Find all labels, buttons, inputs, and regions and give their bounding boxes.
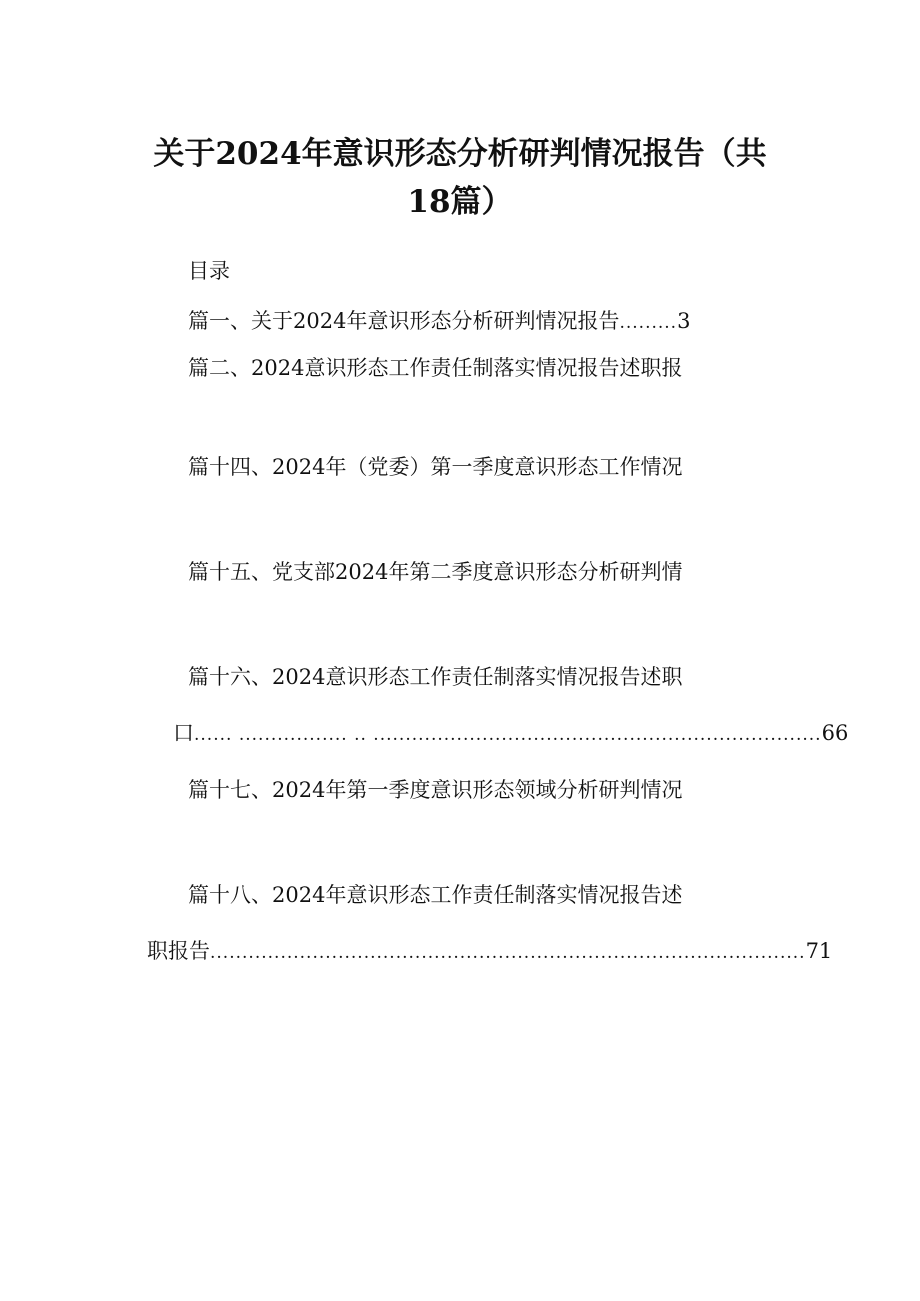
toc-heading: 目录 [188,259,230,283]
toc-entry[interactable]: 篇十四、2024年（党委）第一季度意识形态工作情况 [188,455,683,479]
toc-leader-dots: ............................................................................................. [210,943,806,963]
toc-entry[interactable]: 篇十八、2024年意识形态工作责任制落实情况报告述 [188,883,683,907]
document-title-line-1: 关于2024年意识形态分析研判情况报告（共 [153,136,767,172]
toc-entry[interactable]: 篇十五、党支部2024年第二季度意识形态分析研判情 [188,560,683,584]
toc-entry[interactable]: 篇十六、2024意识形态工作责任制落实情况报告述职 [188,665,683,689]
toc-entry-text: 职报告 [147,939,210,963]
toc-entry-continuation[interactable] [147,936,833,968]
toc-leader-dots: ......... [619,313,678,333]
toc-entry-text: 口 [173,721,194,745]
toc-entry[interactable]: 篇十七、2024年第一季度意识形态领域分析研判情况 [188,778,683,802]
toc-page-number: 71 [805,939,833,963]
document-title-line-2: 18篇） [407,184,513,220]
toc-entry-continuation[interactable] [173,718,849,750]
toc-entry[interactable] [188,306,718,338]
toc-page-number: 66 [821,721,849,745]
toc-entry[interactable]: 篇二、2024意识形态工作责任制落实情况报告述职报 [188,356,683,380]
toc-leader-dots: ...... ................. .. ...................................................................... [194,725,822,745]
toc-entry-text: 篇一、关于2024年意识形态分析研判情况报告 [188,309,620,333]
toc-page-number: 3 [677,309,691,333]
